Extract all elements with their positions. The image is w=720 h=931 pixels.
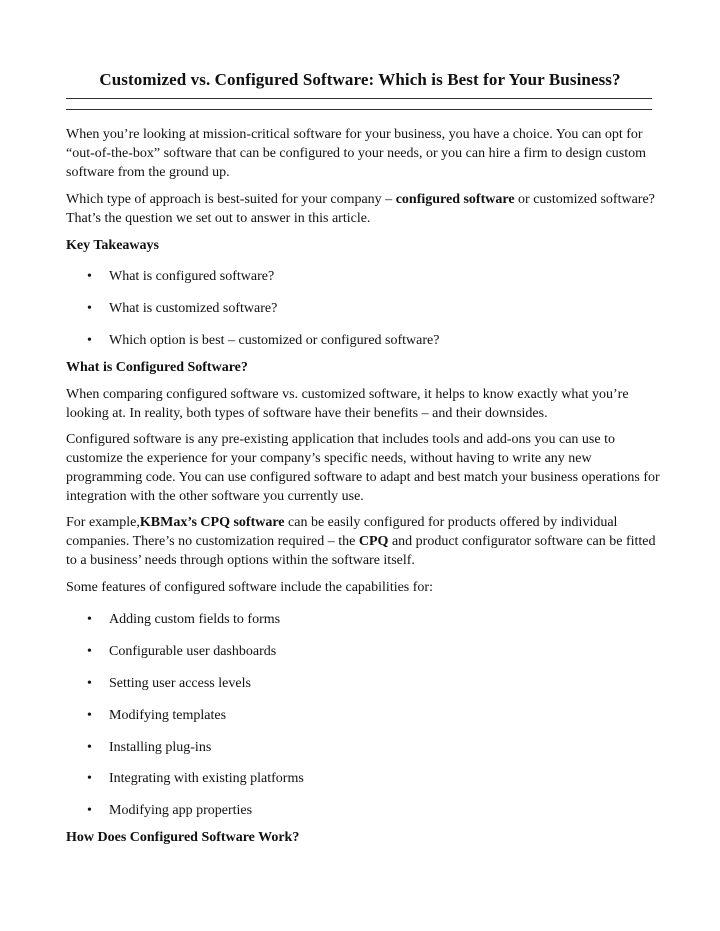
bullet-glyph: • — [87, 771, 92, 786]
paragraph-example-text-a: For example, — [66, 515, 140, 530]
paragraph-definition: Configured software is any pre-existing application that includes tools and add-ons you can use to customize the experience for your company’s specific needs, without having to write any new programming code. You can use configured software to adapt and best match your business operations for integration with the other software you currently use. — [66, 432, 660, 504]
link-kbmax-cpq-software[interactable]: KBMax’s CPQ software — [139, 515, 285, 530]
list-item: Installing plug-ins — [109, 740, 212, 755]
list-item: Integrating with existing platforms — [109, 771, 304, 786]
list-item: What is configured software? — [109, 269, 275, 284]
heading-how-configured-works: How Does Configured Software Work? — [66, 830, 300, 845]
bullet-glyph: • — [87, 333, 92, 348]
list-item: Configurable user dashboards — [109, 644, 277, 659]
link-configured-software[interactable]: configured software — [395, 192, 515, 207]
list-item: Modifying templates — [109, 708, 227, 723]
paragraph-comparing: When comparing configured software vs. customized software, it helps to know exactly what you’re looking at. In reality, both types of software have their benefits – and their downsides. — [66, 387, 629, 421]
title-divider — [66, 98, 652, 110]
paragraph-example — [66, 513, 666, 570]
list-item: What is customized software? — [109, 301, 278, 316]
list-item: Which option is best – customized or configured software? — [109, 333, 440, 348]
document-title: Customized vs. Configured Software: Which is Best for Your Business? — [99, 70, 621, 89]
paragraph-approach-text-a: Which type of approach is best-suited for your company – — [66, 192, 396, 207]
link-cpq[interactable]: CPQ — [358, 534, 389, 549]
bullet-glyph: • — [87, 676, 92, 691]
paragraph-approach-text-b: or customized software? That’s the question we set out to answer in this article. — [66, 192, 655, 226]
list-item: Modifying app properties — [109, 803, 253, 818]
bullet-glyph: • — [87, 301, 92, 316]
list-item: Adding custom fields to forms — [109, 612, 281, 627]
bullet-glyph: • — [87, 740, 92, 755]
paragraph-example-text-c: and product configurator software can be fitted to a business’ needs through options within the software itself. — [66, 534, 656, 568]
bullet-glyph: • — [87, 269, 92, 284]
bullet-glyph: • — [87, 708, 92, 723]
paragraph-example-text-b: can be easily configured for products offered by individual companies. There’s no customization required – the — [66, 515, 618, 549]
heading-what-is-configured: What is Configured Software? — [66, 360, 248, 375]
bullet-glyph: • — [87, 803, 92, 818]
paragraph-intro: When you’re looking at mission-critical software for your business, you have a choice. You can opt for “out-of-the-box” software that can be configured to your needs, or you can hire a firm to design custom software from the ground up. — [66, 127, 647, 180]
paragraph-approach — [66, 190, 666, 228]
list-item: Setting user access levels — [109, 676, 251, 691]
paragraph-features-intro: Some features of configured software include the capabilities for: — [66, 580, 433, 595]
bullet-glyph: • — [87, 612, 92, 627]
bullet-glyph: • — [87, 644, 92, 659]
heading-key-takeaways: Key Takeaways — [66, 238, 159, 253]
